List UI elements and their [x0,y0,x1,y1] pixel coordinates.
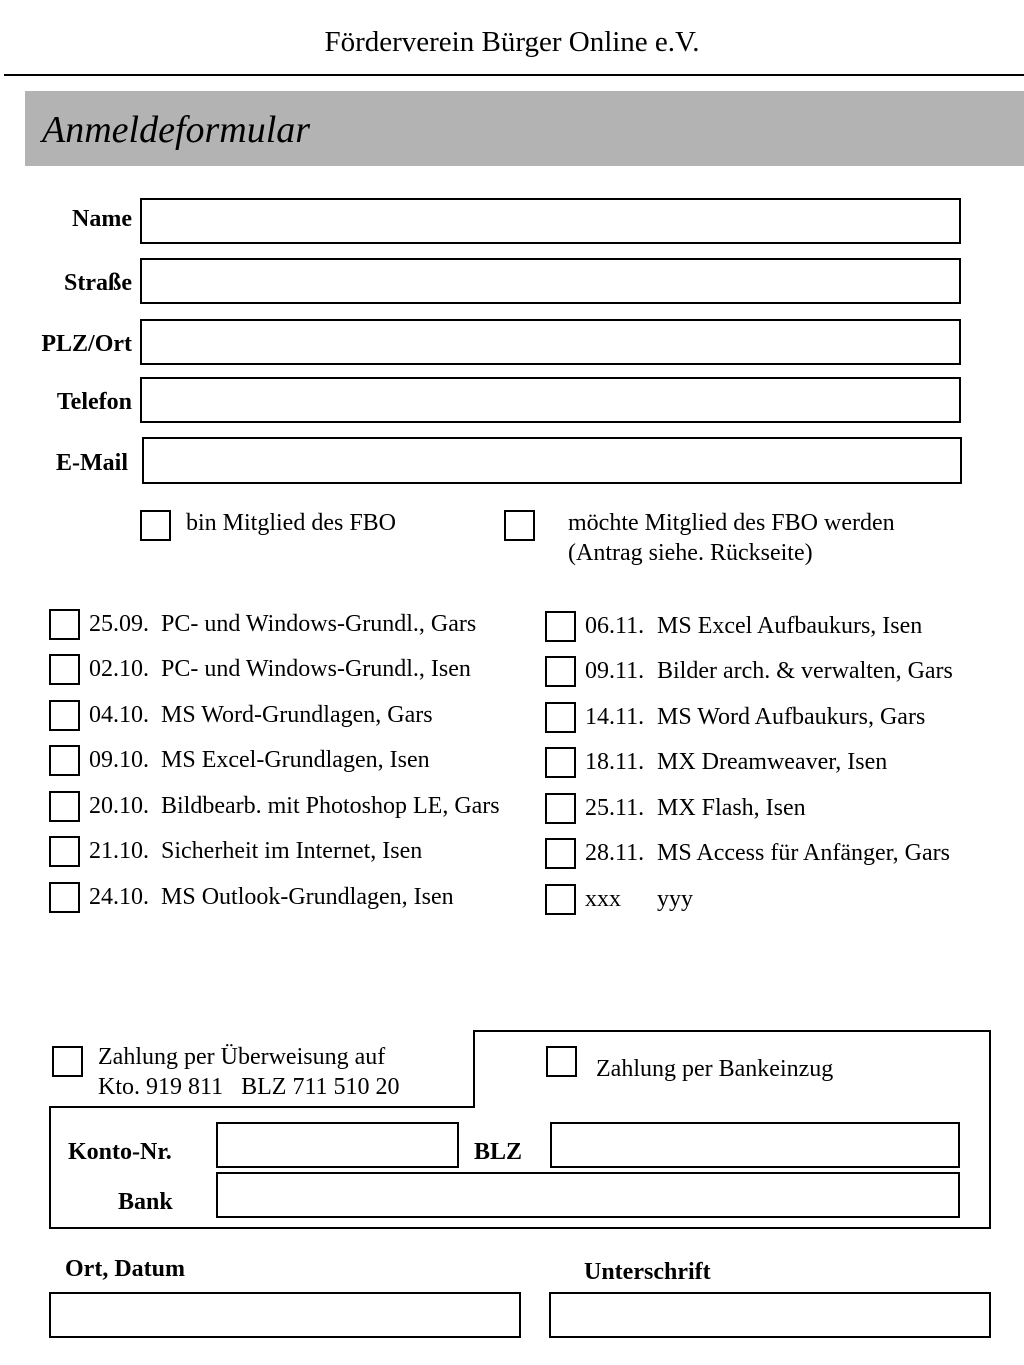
become-member-note: (Antrag siehe. Rückseite) [568,540,813,566]
organization-name: Förderverein Bürger Online e.V. [324,26,700,58]
course-date: 09.11. [585,658,645,684]
transfer-label: Zahlung per Überweisung auf [98,1044,386,1070]
become-member-label: möchte Mitglied des FBO werden [568,510,895,536]
bank-label: Bank [118,1189,173,1215]
transfer-checkbox[interactable] [52,1046,83,1077]
course-date: 09.10. [89,747,149,773]
transfer-account-info: Kto. 919 811 BLZ 711 510 20 [98,1074,400,1100]
place-date-label: Ort, Datum [65,1256,185,1282]
course-name: PC- und Windows-Grundl., Isen [161,656,471,682]
course-date: 21.10. [89,838,149,864]
direct-debit-label: Zahlung per Bankeinzug [596,1056,834,1082]
bank-field[interactable] [216,1172,960,1218]
account-number-field[interactable] [216,1122,459,1168]
course-name: MS Word-Grundlagen, Gars [161,702,433,728]
course-date: 14.11. [585,704,645,730]
course-name: MS Excel Aufbaukurs, Isen [657,613,923,639]
course-date: 06.11. [585,613,645,639]
course-name: Bildbearb. mit Photoshop LE, Gars [161,793,500,819]
course-date: 24.10. [89,884,149,910]
course-date: 18.11. [585,749,645,775]
course-name: MX Dreamweaver, Isen [657,749,888,775]
course-name: MS Outlook-Grundlagen, Isen [161,884,454,910]
course-date: xxx [585,886,621,912]
blz-label: BLZ [474,1139,523,1165]
course-name: MS Word Aufbaukurs, Gars [657,704,926,730]
course-date: 25.09. [89,611,149,637]
course-date: 02.10. [89,656,149,682]
course-date: 28.11. [585,840,645,866]
email-label: E-Mail [56,450,128,476]
course-name: MS Excel-Grundlagen, Isen [161,747,430,773]
course-name: Bilder arch. & verwalten, Gars [657,658,953,684]
course-name: MS Access für Anfänger, Gars [657,840,950,866]
city-label: PLZ/Ort [41,331,132,357]
direct-debit-checkbox[interactable] [546,1046,577,1077]
signature-label: Unterschrift [584,1259,711,1285]
account-number-label: Konto-Nr. [68,1139,172,1165]
name-label: Name [72,206,132,232]
street-label: Straße [64,270,132,296]
phone-label: Telefon [56,389,132,415]
course-name: yyy [657,886,693,912]
blz-field[interactable] [550,1122,960,1168]
course-date: 25.11. [585,795,645,821]
place-date-field[interactable] [49,1292,521,1338]
course-name: Sicherheit im Internet, Isen [161,838,423,864]
course-date: 20.10. [89,793,149,819]
member-label: bin Mitglied des FBO [186,510,397,536]
course-date: 04.10. [89,702,149,728]
form-title: Anmeldeformular [42,109,311,151]
course-name: PC- und Windows-Grundl., Gars [161,611,477,637]
course-name: MX Flash, Isen [657,795,806,821]
signature-field[interactable] [549,1292,991,1338]
